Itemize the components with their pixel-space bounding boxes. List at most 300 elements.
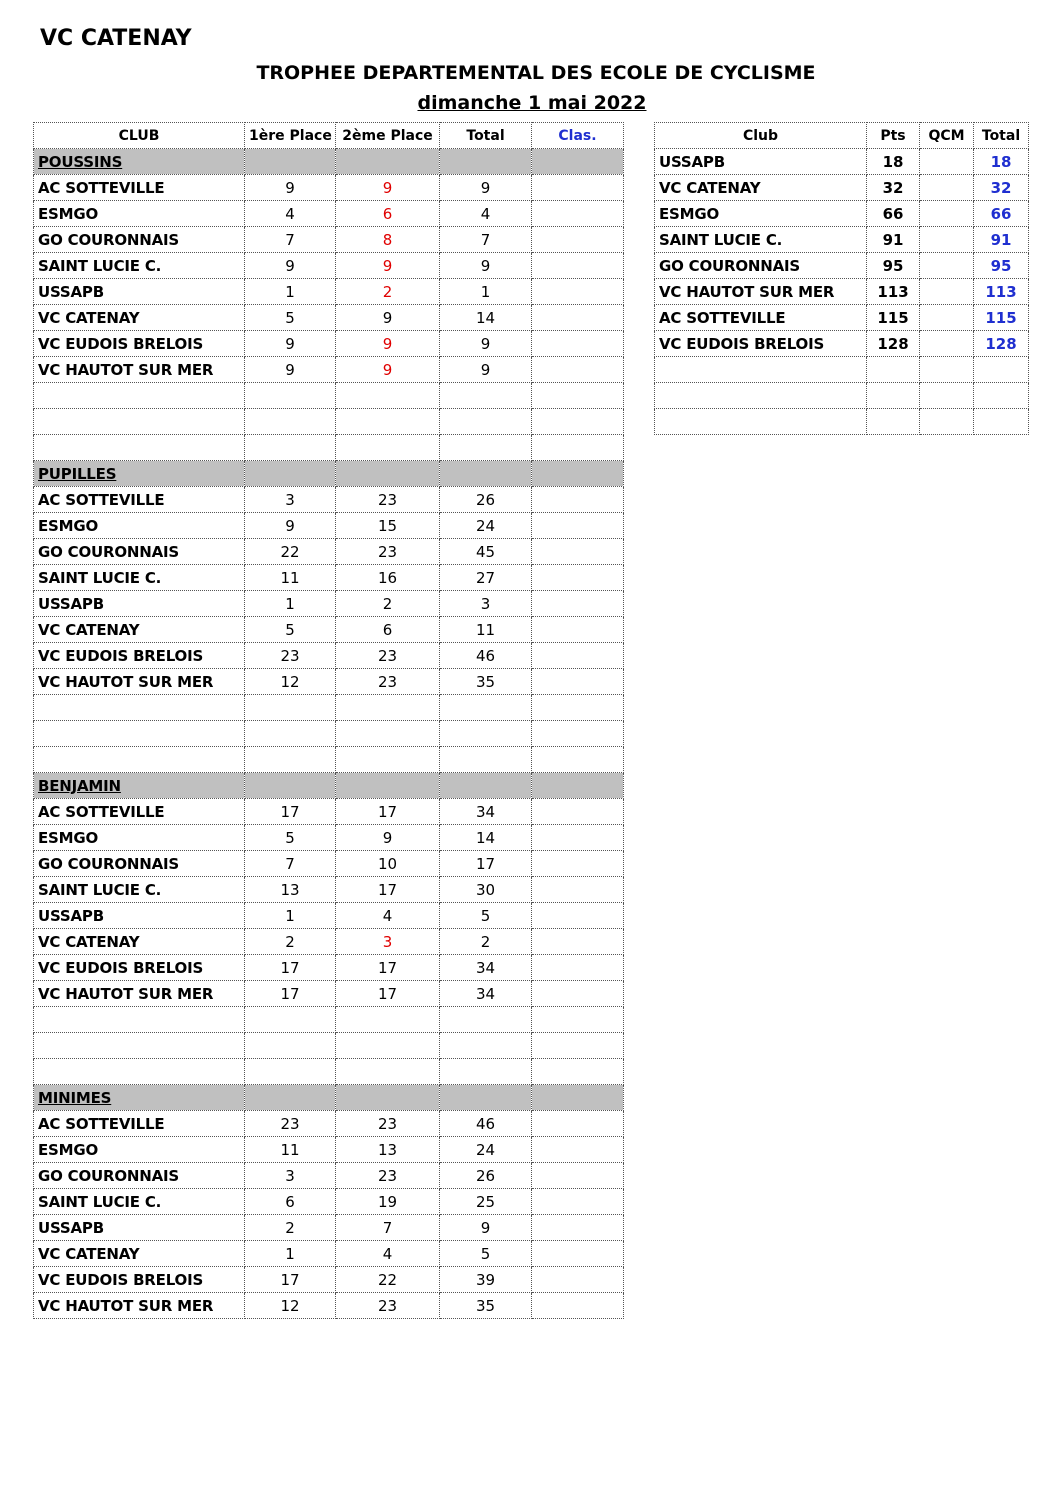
- clas-value: [532, 175, 624, 201]
- second-place-value: 17: [336, 955, 440, 981]
- club-name: VC CATENAY: [34, 1241, 245, 1267]
- document-title: TROPHEE DEPARTEMENTAL DES ECOLE DE CYCLISME: [256, 62, 816, 84]
- table-row: [34, 253, 624, 279]
- club-name: USSAPB: [34, 903, 245, 929]
- clas-value: [532, 591, 624, 617]
- table-row: [34, 1163, 624, 1189]
- ranking-qcm-value: [920, 279, 974, 305]
- second-place-value: 9: [336, 305, 440, 331]
- club-name: AC SOTTEVILLE: [34, 175, 245, 201]
- second-place-value: 23: [336, 1163, 440, 1189]
- total-value: 24: [440, 513, 532, 539]
- total-value: 9: [440, 1215, 532, 1241]
- empty-row: [34, 721, 624, 747]
- ranking-row: [655, 149, 1029, 175]
- empty-cell: [245, 747, 336, 773]
- table-row: [34, 955, 624, 981]
- total-value: 11: [440, 617, 532, 643]
- second-place-value: 4: [336, 1241, 440, 1267]
- clas-value: [532, 357, 624, 383]
- total-value: 35: [440, 1293, 532, 1319]
- total-value: 25: [440, 1189, 532, 1215]
- second-place-value: 22: [336, 1267, 440, 1293]
- empty-cell: [532, 1007, 624, 1033]
- total-value: 34: [440, 799, 532, 825]
- clas-value: [532, 1293, 624, 1319]
- table-row: [34, 1111, 624, 1137]
- total-value: 5: [440, 903, 532, 929]
- ranking-total-value: 91: [974, 227, 1029, 253]
- ranking-club-name: VC CATENAY: [655, 175, 867, 201]
- table-row: [34, 1137, 624, 1163]
- empty-row: [34, 383, 624, 409]
- empty-row: [34, 1033, 624, 1059]
- empty-cell: [532, 435, 624, 461]
- first-place-value: 9: [245, 357, 336, 383]
- ranking-header-club: Club: [655, 123, 867, 149]
- ranking-pts-value: 113: [867, 279, 920, 305]
- table-row: [34, 643, 624, 669]
- clas-value: [532, 1267, 624, 1293]
- club-name: SAINT LUCIE C.: [34, 877, 245, 903]
- empty-cell: [336, 1033, 440, 1059]
- ranking-pts-value: 66: [867, 201, 920, 227]
- clas-value: [532, 331, 624, 357]
- club-name: GO COURONNAIS: [34, 1163, 245, 1189]
- first-place-value: 5: [245, 825, 336, 851]
- empty-cell: [440, 695, 532, 721]
- first-place-value: 9: [245, 331, 336, 357]
- empty-cell: [34, 1007, 245, 1033]
- second-place-value: 9: [336, 175, 440, 201]
- table-row: [34, 617, 624, 643]
- category-band-cell: [532, 461, 624, 487]
- second-place-value: 6: [336, 617, 440, 643]
- column-header-clas: Clas.: [532, 123, 624, 149]
- category-row: [34, 149, 624, 175]
- total-value: 24: [440, 1137, 532, 1163]
- empty-cell: [532, 695, 624, 721]
- clas-value: [532, 487, 624, 513]
- empty-row: [655, 383, 1029, 409]
- second-place-value: 10: [336, 851, 440, 877]
- clas-value: [532, 1111, 624, 1137]
- ranking-club-name: VC HAUTOT SUR MER: [655, 279, 867, 305]
- total-value: 27: [440, 565, 532, 591]
- clas-value: [532, 1241, 624, 1267]
- club-title: VC CATENAY: [40, 26, 192, 51]
- clas-value: [532, 643, 624, 669]
- empty-row: [655, 409, 1029, 435]
- first-place-value: 17: [245, 981, 336, 1007]
- ranking-row: [655, 279, 1029, 305]
- total-value: 17: [440, 851, 532, 877]
- empty-cell: [532, 1033, 624, 1059]
- ranking-club-name: GO COURONNAIS: [655, 253, 867, 279]
- category-results-body: [34, 149, 624, 1319]
- empty-row: [34, 747, 624, 773]
- empty-cell: [245, 1007, 336, 1033]
- second-place-value: 23: [336, 643, 440, 669]
- table-row: [34, 1189, 624, 1215]
- category-label: PUPILLES: [34, 461, 245, 487]
- column-header-club: CLUB: [34, 123, 245, 149]
- club-name: USSAPB: [34, 279, 245, 305]
- first-place-value: 1: [245, 1241, 336, 1267]
- ranking-qcm-value: [920, 149, 974, 175]
- club-name: VC HAUTOT SUR MER: [34, 357, 245, 383]
- first-place-value: 9: [245, 513, 336, 539]
- category-label: BENJAMIN: [34, 773, 245, 799]
- ranking-row: [655, 305, 1029, 331]
- clas-value: [532, 1189, 624, 1215]
- second-place-value: 3: [336, 929, 440, 955]
- ranking-total-value: 95: [974, 253, 1029, 279]
- club-name: ESMGO: [34, 201, 245, 227]
- total-value: 7: [440, 227, 532, 253]
- empty-cell: [655, 383, 867, 409]
- empty-row: [34, 1059, 624, 1085]
- empty-cell: [34, 721, 245, 747]
- first-place-value: 7: [245, 851, 336, 877]
- club-name: AC SOTTEVILLE: [34, 487, 245, 513]
- club-name: VC EUDOIS BRELOIS: [34, 955, 245, 981]
- first-place-value: 4: [245, 201, 336, 227]
- total-value: 9: [440, 331, 532, 357]
- clas-value: [532, 955, 624, 981]
- table-row: [34, 201, 624, 227]
- empty-cell: [336, 721, 440, 747]
- table-header-row: [34, 123, 624, 149]
- second-place-value: 6: [336, 201, 440, 227]
- clas-value: [532, 227, 624, 253]
- total-value: 35: [440, 669, 532, 695]
- empty-cell: [440, 1033, 532, 1059]
- category-band-cell: [532, 1085, 624, 1111]
- table-row: [34, 357, 624, 383]
- empty-cell: [34, 747, 245, 773]
- second-place-value: 23: [336, 1293, 440, 1319]
- empty-cell: [245, 409, 336, 435]
- total-value: 3: [440, 591, 532, 617]
- ranking-total-value: 113: [974, 279, 1029, 305]
- empty-cell: [245, 383, 336, 409]
- category-band-cell: [532, 149, 624, 175]
- column-header-first-place: 1ère Place: [245, 123, 336, 149]
- second-place-value: 8: [336, 227, 440, 253]
- club-name: ESMGO: [34, 825, 245, 851]
- empty-cell: [655, 357, 867, 383]
- category-label: POUSSINS: [34, 149, 245, 175]
- column-header-total: Total: [440, 123, 532, 149]
- clas-value: [532, 305, 624, 331]
- empty-cell: [336, 747, 440, 773]
- empty-cell: [245, 1059, 336, 1085]
- ranking-pts-value: 18: [867, 149, 920, 175]
- table-row: [34, 1293, 624, 1319]
- total-value: 14: [440, 305, 532, 331]
- club-name: AC SOTTEVILLE: [34, 1111, 245, 1137]
- ranking-total-value: 128: [974, 331, 1029, 357]
- first-place-value: 2: [245, 929, 336, 955]
- second-place-value: 16: [336, 565, 440, 591]
- clas-value: [532, 617, 624, 643]
- table-row: [34, 799, 624, 825]
- ranking-pts-value: 91: [867, 227, 920, 253]
- first-place-value: 17: [245, 955, 336, 981]
- table-row: [34, 1267, 624, 1293]
- empty-cell: [440, 383, 532, 409]
- second-place-value: 7: [336, 1215, 440, 1241]
- total-value: 4: [440, 201, 532, 227]
- club-name: SAINT LUCIE C.: [34, 1189, 245, 1215]
- total-value: 46: [440, 1111, 532, 1137]
- empty-cell: [336, 695, 440, 721]
- total-value: 34: [440, 955, 532, 981]
- second-place-value: 23: [336, 1111, 440, 1137]
- second-place-value: 2: [336, 591, 440, 617]
- empty-cell: [34, 435, 245, 461]
- club-name: AC SOTTEVILLE: [34, 799, 245, 825]
- empty-row: [34, 695, 624, 721]
- category-band-cell: [532, 773, 624, 799]
- empty-cell: [440, 721, 532, 747]
- first-place-value: 1: [245, 903, 336, 929]
- empty-cell: [336, 1059, 440, 1085]
- second-place-value: 23: [336, 669, 440, 695]
- ranking-club-name: ESMGO: [655, 201, 867, 227]
- club-name: GO COURONNAIS: [34, 539, 245, 565]
- category-row: [34, 773, 624, 799]
- empty-cell: [532, 1059, 624, 1085]
- clas-value: [532, 877, 624, 903]
- empty-cell: [867, 409, 920, 435]
- clas-value: [532, 539, 624, 565]
- empty-cell: [336, 435, 440, 461]
- total-value: 46: [440, 643, 532, 669]
- clas-value: [532, 825, 624, 851]
- table-row: [34, 903, 624, 929]
- first-place-value: 6: [245, 1189, 336, 1215]
- clas-value: [532, 981, 624, 1007]
- table-row: [34, 825, 624, 851]
- second-place-value: 13: [336, 1137, 440, 1163]
- total-value: 39: [440, 1267, 532, 1293]
- empty-row: [34, 409, 624, 435]
- empty-cell: [34, 1059, 245, 1085]
- ranking-total-value: 66: [974, 201, 1029, 227]
- first-place-value: 11: [245, 1137, 336, 1163]
- table-row: [34, 279, 624, 305]
- first-place-value: 17: [245, 799, 336, 825]
- club-name: GO COURONNAIS: [34, 227, 245, 253]
- ranking-club-name: SAINT LUCIE C.: [655, 227, 867, 253]
- table-row: [34, 981, 624, 1007]
- empty-cell: [336, 409, 440, 435]
- ranking-qcm-value: [920, 227, 974, 253]
- category-band-cell: [336, 1085, 440, 1111]
- table-row: [34, 1215, 624, 1241]
- club-name: VC CATENAY: [34, 929, 245, 955]
- table-row: [34, 851, 624, 877]
- empty-cell: [867, 383, 920, 409]
- total-value: 9: [440, 175, 532, 201]
- table-row: [34, 513, 624, 539]
- second-place-value: 9: [336, 253, 440, 279]
- club-name: ESMGO: [34, 513, 245, 539]
- club-name: SAINT LUCIE C.: [34, 565, 245, 591]
- second-place-value: 17: [336, 877, 440, 903]
- total-value: 9: [440, 357, 532, 383]
- empty-cell: [34, 383, 245, 409]
- total-value: 5: [440, 1241, 532, 1267]
- ranking-row: [655, 175, 1029, 201]
- total-value: 1: [440, 279, 532, 305]
- total-value: 2: [440, 929, 532, 955]
- empty-cell: [974, 383, 1029, 409]
- clas-value: [532, 929, 624, 955]
- table-row: [34, 227, 624, 253]
- clas-value: [532, 513, 624, 539]
- second-place-value: 23: [336, 539, 440, 565]
- club-name: VC HAUTOT SUR MER: [34, 669, 245, 695]
- empty-row: [34, 435, 624, 461]
- table-row: [34, 539, 624, 565]
- ranking-row: [655, 201, 1029, 227]
- table-row: [34, 565, 624, 591]
- empty-cell: [336, 383, 440, 409]
- total-value: 34: [440, 981, 532, 1007]
- second-place-value: 9: [336, 825, 440, 851]
- total-value: 9: [440, 253, 532, 279]
- clas-value: [532, 851, 624, 877]
- ranking-header-pts: Pts: [867, 123, 920, 149]
- empty-cell: [532, 721, 624, 747]
- table-row: [34, 175, 624, 201]
- club-name: USSAPB: [34, 1215, 245, 1241]
- event-date: dimanche 1 mai 2022: [417, 92, 647, 114]
- ranking-row: [655, 253, 1029, 279]
- club-name: VC HAUTOT SUR MER: [34, 981, 245, 1007]
- first-place-value: 11: [245, 565, 336, 591]
- club-name: USSAPB: [34, 591, 245, 617]
- ranking-qcm-value: [920, 201, 974, 227]
- first-place-value: 3: [245, 487, 336, 513]
- table-row: [34, 929, 624, 955]
- clas-value: [532, 279, 624, 305]
- empty-cell: [920, 409, 974, 435]
- clas-value: [532, 1137, 624, 1163]
- first-place-value: 9: [245, 175, 336, 201]
- empty-row: [655, 357, 1029, 383]
- category-band-cell: [440, 1085, 532, 1111]
- empty-cell: [245, 435, 336, 461]
- first-place-value: 3: [245, 1163, 336, 1189]
- second-place-value: 4: [336, 903, 440, 929]
- ranking-row: [655, 227, 1029, 253]
- category-label: MINIMES: [34, 1085, 245, 1111]
- second-place-value: 2: [336, 279, 440, 305]
- clas-value: [532, 1215, 624, 1241]
- club-name: VC EUDOIS BRELOIS: [34, 643, 245, 669]
- first-place-value: 17: [245, 1267, 336, 1293]
- ranking-row: [655, 331, 1029, 357]
- second-place-value: 17: [336, 799, 440, 825]
- overall-ranking-body: [655, 149, 1029, 435]
- total-value: 14: [440, 825, 532, 851]
- table-row: [34, 669, 624, 695]
- empty-cell: [440, 435, 532, 461]
- first-place-value: 1: [245, 279, 336, 305]
- empty-cell: [440, 1007, 532, 1033]
- clas-value: [532, 201, 624, 227]
- clas-value: [532, 669, 624, 695]
- club-name: VC HAUTOT SUR MER: [34, 1293, 245, 1319]
- first-place-value: 23: [245, 643, 336, 669]
- clas-value: [532, 565, 624, 591]
- first-place-value: 13: [245, 877, 336, 903]
- ranking-club-name: VC EUDOIS BRELOIS: [655, 331, 867, 357]
- empty-cell: [532, 409, 624, 435]
- club-name: VC EUDOIS BRELOIS: [34, 331, 245, 357]
- ranking-total-value: 115: [974, 305, 1029, 331]
- ranking-header-row: [655, 123, 1029, 149]
- empty-cell: [440, 747, 532, 773]
- second-place-value: 15: [336, 513, 440, 539]
- empty-cell: [440, 1059, 532, 1085]
- empty-row: [34, 1007, 624, 1033]
- category-band-cell: [440, 773, 532, 799]
- category-band-cell: [336, 773, 440, 799]
- first-place-value: 22: [245, 539, 336, 565]
- category-band-cell: [440, 461, 532, 487]
- second-place-value: 17: [336, 981, 440, 1007]
- ranking-qcm-value: [920, 305, 974, 331]
- ranking-qcm-value: [920, 175, 974, 201]
- second-place-value: 19: [336, 1189, 440, 1215]
- club-name: ESMGO: [34, 1137, 245, 1163]
- empty-cell: [245, 695, 336, 721]
- first-place-value: 1: [245, 591, 336, 617]
- empty-cell: [532, 383, 624, 409]
- first-place-value: 7: [245, 227, 336, 253]
- table-row: [34, 305, 624, 331]
- ranking-club-name: AC SOTTEVILLE: [655, 305, 867, 331]
- first-place-value: 12: [245, 669, 336, 695]
- empty-cell: [34, 695, 245, 721]
- empty-cell: [336, 1007, 440, 1033]
- total-value: 26: [440, 487, 532, 513]
- ranking-qcm-value: [920, 331, 974, 357]
- first-place-value: 23: [245, 1111, 336, 1137]
- first-place-value: 5: [245, 305, 336, 331]
- clas-value: [532, 1163, 624, 1189]
- table-row: [34, 877, 624, 903]
- club-name: VC CATENAY: [34, 305, 245, 331]
- ranking-total-value: 32: [974, 175, 1029, 201]
- empty-cell: [655, 409, 867, 435]
- category-row: [34, 1085, 624, 1111]
- ranking-header-qcm: QCM: [920, 123, 974, 149]
- empty-cell: [440, 409, 532, 435]
- club-name: GO COURONNAIS: [34, 851, 245, 877]
- ranking-total-value: 18: [974, 149, 1029, 175]
- clas-value: [532, 253, 624, 279]
- overall-ranking-table: [654, 122, 1029, 435]
- total-value: 26: [440, 1163, 532, 1189]
- first-place-value: 5: [245, 617, 336, 643]
- empty-cell: [245, 721, 336, 747]
